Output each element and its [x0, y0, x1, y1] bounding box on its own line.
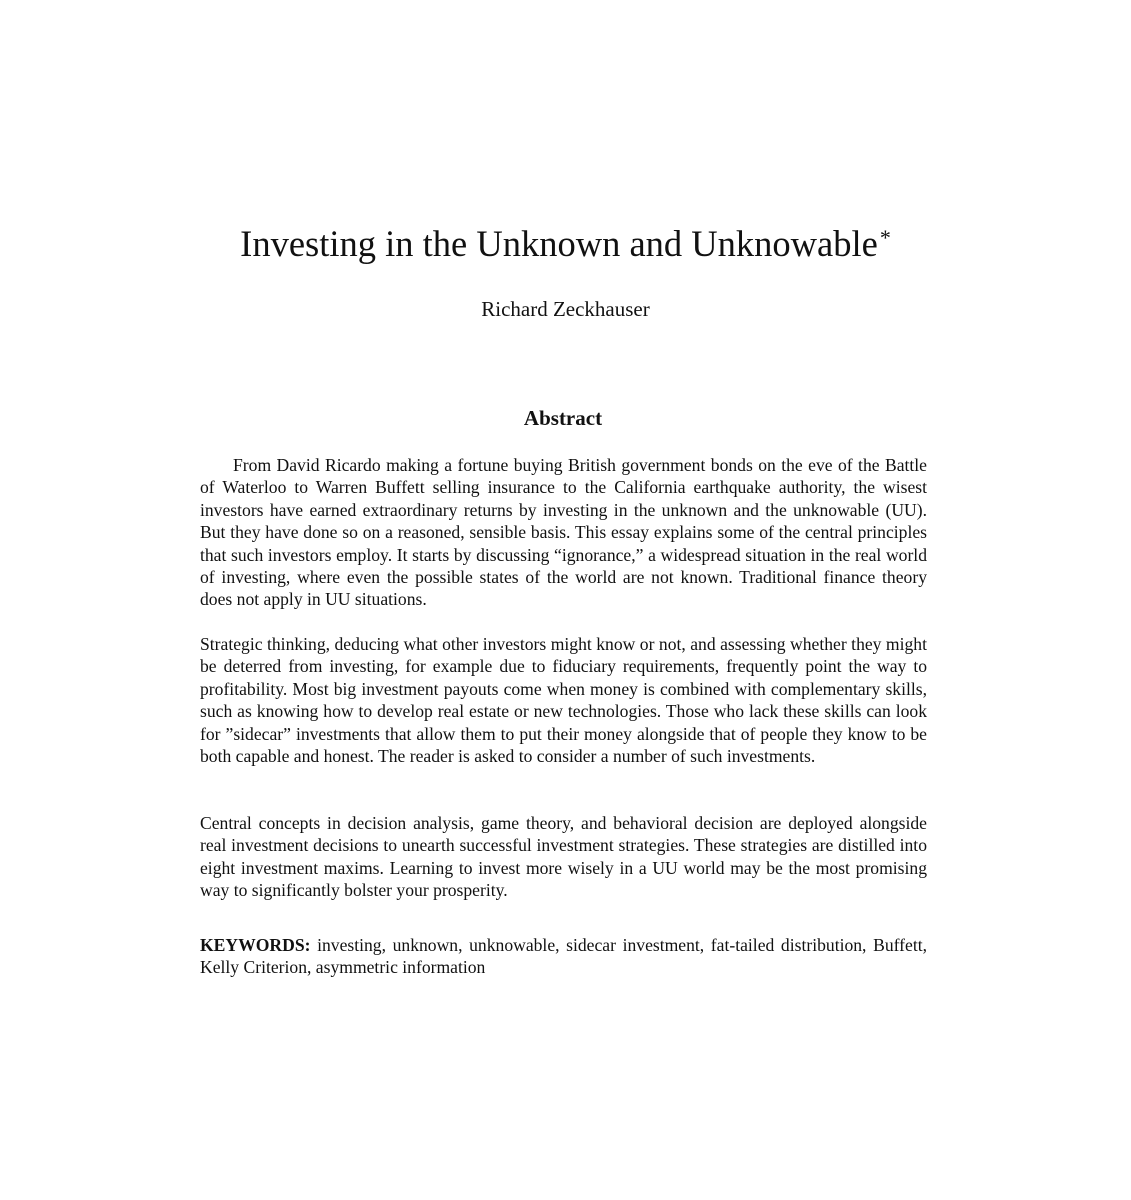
abstract-paragraph-1: From David Ricardo making a fortune buying British government bonds on the eve of the Battle of Waterloo to Warren Buffett selling insurance to the California earthquake authority, the wisest investors have earned extraordinary returns by investing in the unknown and the unknowable (UU). But they have done so on a reasoned, sensible basis. This essay explains some of the central principles that such investors employ. It starts by discussing “ignorance,” a widespread situation in the real world of investing, where even the possible states of the world are not known. Traditional finance theory does not apply in UU situations. [200, 455, 927, 610]
keywords-paragraph [200, 934, 927, 979]
paper-title-text: Investing in the Unknown and Unknowable [240, 223, 878, 264]
keywords-list: investing, unknown, unknowable, sidecar investment, fat-tailed distribution, Buffett, Kelly Criterion, asymmetric information [200, 935, 927, 978]
abstract-paragraph-2: Strategic thinking, deducing what other investors might know or not, and assessing whether they might be deterred from investing, for example due to fiduciary requirements, frequently point the way to profitability. Most big investment payouts come when money is combined with complementary skills, such as knowing how to develop real estate or new technologies. Those who lack these skills can look for ”sidecar” investments that allow them to put their money alongside that of people they know to be both capable and honest. The reader is asked to consider a number of such investments. [200, 634, 927, 767]
keywords-label: KEYWORDS: [200, 935, 311, 955]
abstract-paragraph-3: Central concepts in decision analysis, game theory, and behavioral decision are deployed alongside real investment decisions to unearth successful investment strategies. These strategies are distilled into eight investment maxims. Learning to invest more wisely in a UU world may be the most promising way to significantly bolster your prosperity. [200, 813, 927, 901]
paper-author: Richard Zeckhauser [481, 297, 650, 321]
abstract-heading: Abstract [523, 406, 603, 430]
title-footnote-mark: * [879, 225, 891, 250]
paper-title [0, 221, 1131, 267]
